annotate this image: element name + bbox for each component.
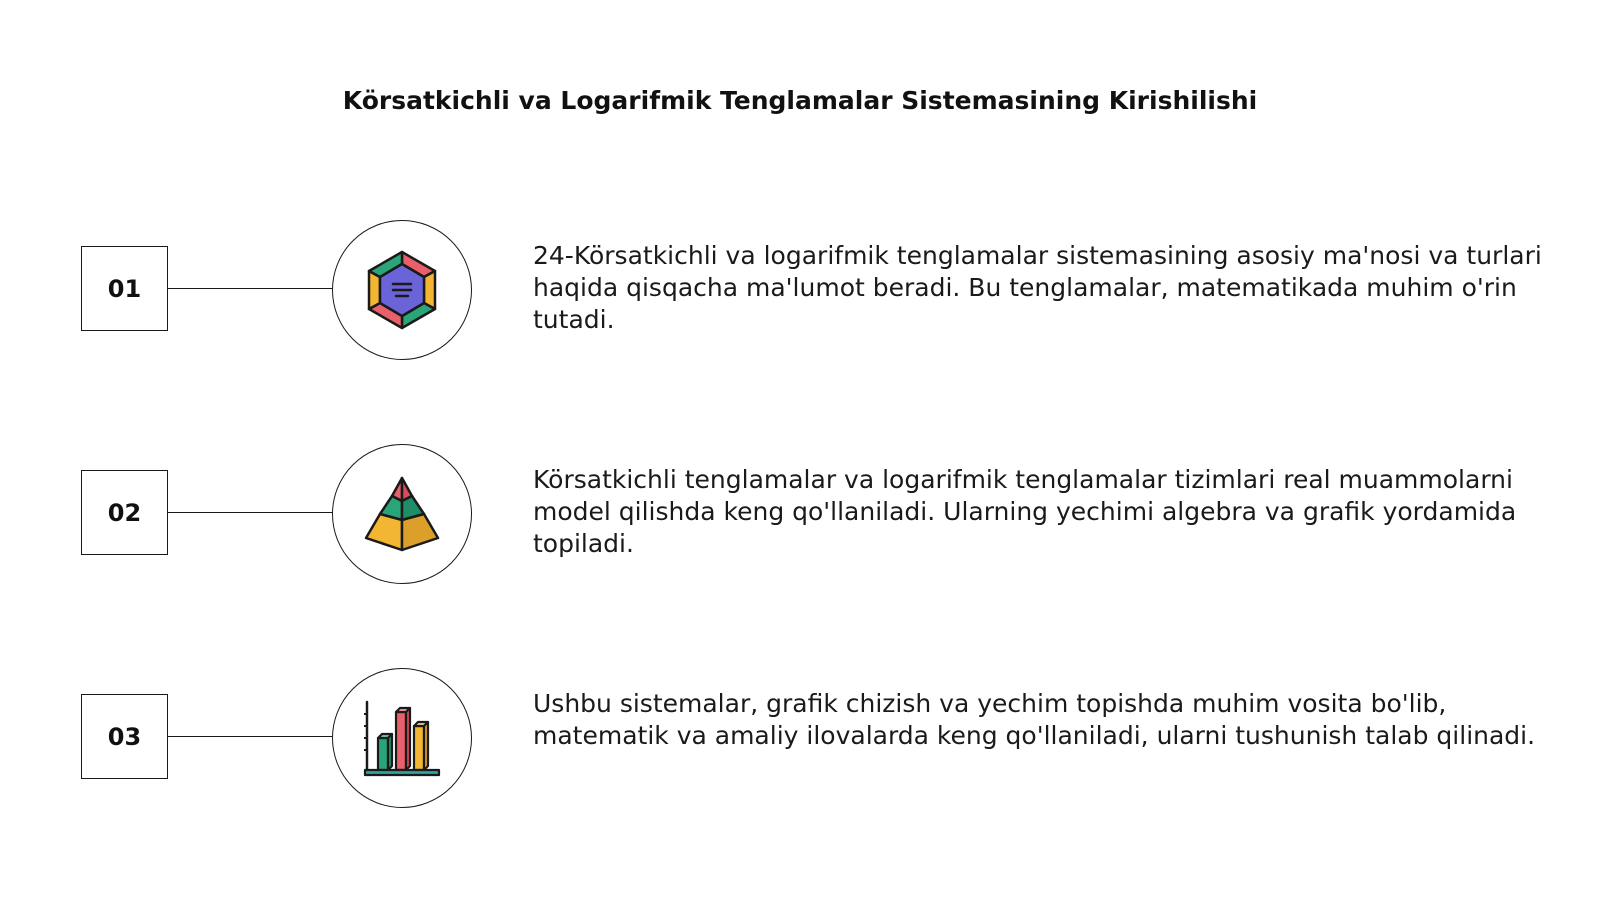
bar-chart-icon <box>360 696 444 780</box>
item-description: 24-Körsatkichli va logarifmik tenglamalar sistemasining asosiy ma'nosi va turlari haqida qisqacha ma'lumot beradi. Bu tenglamalar, matematikada muhim o'rin tutadi. <box>533 241 1542 334</box>
hexagon-icon <box>364 249 440 331</box>
item-description: Ushbu sistemalar, grafik chizish va yechim topishda muhim vosita bo'lib, matematik va amaliy ilovalarda keng qo'llaniladi, ularni tushunish talab qilinadi. <box>533 689 1536 750</box>
item-description: Körsatkichli tenglamalar va logarifmik tenglamalar tizimlari real muammolarni model qilishda keng qo'llaniladi. Ularning yechimi algebra va grafik yordamida topiladi. <box>533 465 1517 558</box>
list-item-1 <box>0 220 1600 360</box>
step-number-box <box>81 246 168 331</box>
step-number-box <box>81 470 168 555</box>
step-number: 03 <box>107 722 142 751</box>
step-number: 02 <box>107 498 142 527</box>
step-number: 01 <box>107 274 142 303</box>
step-number-box <box>81 694 168 779</box>
connector-line <box>168 288 332 289</box>
connector-line <box>168 736 332 737</box>
pyramid-icon <box>362 474 442 554</box>
connector-line <box>168 512 332 513</box>
icon-circle <box>332 444 472 584</box>
icon-circle <box>332 220 472 360</box>
list-item-2 <box>0 444 1600 584</box>
page-title: Körsatkichli va Logarifmik Tenglamalar Sistemasining Kirishilishi <box>342 86 1258 115</box>
list-item-3 <box>0 668 1600 808</box>
icon-circle <box>332 668 472 808</box>
